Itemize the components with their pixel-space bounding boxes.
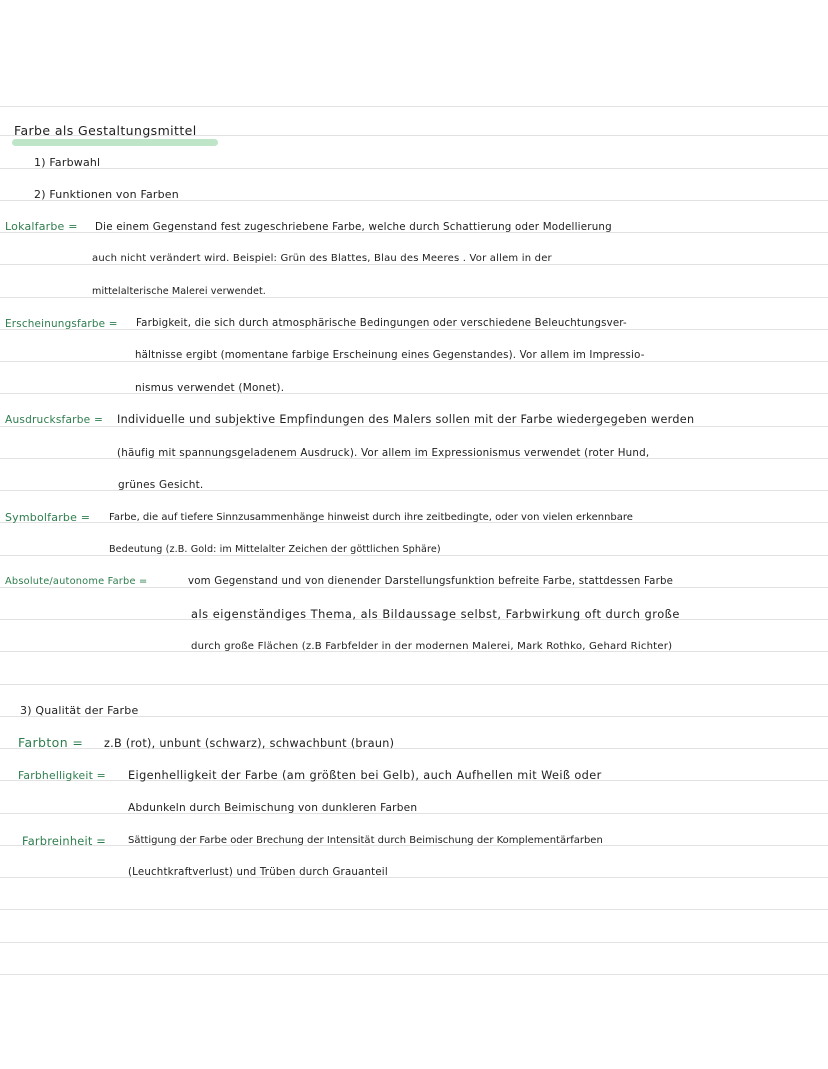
definition-line: Bedeutung (z.B. Gold: im Mittelalter Zeichen der göttlichen Sphäre) (109, 544, 441, 555)
definition-line: Eigenhelligkeit der Farbe (am größten bei Gelb), auch Aufhellen mit Weiß oder (128, 769, 602, 782)
definition-line: (häufig mit spannungsgeladenem Ausdruck). Vor allem im Expressionismus verwendet (roter Hund, (117, 447, 650, 459)
section-heading-funktionen: 2) Funktionen von Farben (34, 188, 179, 201)
section-heading-farbwahl: 1) Farbwahl (34, 156, 101, 169)
definition-line: (Leuchtkraftverlust) und Trüben durch Grauanteil (128, 867, 388, 878)
definition-line: grünes Gesicht. (118, 479, 204, 491)
definition-line: Abdunkeln durch Beimischung von dunkleren Farben (128, 802, 418, 814)
definition-line: Die einem Gegenstand fest zugeschriebene Farbe, welche durch Schattierung oder Modellierung (95, 221, 612, 233)
definition-line: hältnisse ergibt (momentane farbige Erscheinung eines Gegenstandes). Vor allem im Impressio- (135, 350, 645, 361)
term-symbolfarbe: Symbolfarbe = (5, 511, 91, 524)
title-highlight (12, 139, 218, 146)
definition-line: vom Gegenstand und von dienender Darstellungsfunktion befreite Farbe, stattdessen Farbe (188, 576, 674, 587)
definition-line: Sättigung der Farbe oder Brechung der Intensität durch Beimischung der Komplementärfarben (128, 835, 603, 846)
definition-line: Individuelle und subjektive Empfindungen des Malers sollen mit der Farbe wiedergegeben werden (117, 413, 695, 426)
term-farbhelligkeit: Farbhelligkeit = (18, 769, 106, 782)
definition-line: nismus verwendet (Monet). (135, 382, 285, 394)
term-lokalfarbe: Lokalfarbe = (5, 220, 78, 233)
definition-line: auch nicht verändert wird. Beispiel: Grün des Blattes, Blau des Meeres . Vor allem in der (92, 253, 552, 264)
term-farbton: Farbton = (18, 735, 84, 750)
definition-line: Farbe, die auf tiefere Sinnzusammenhänge hinweist durch ihre zeitbedingte, oder von vielen erkennbare (109, 512, 633, 523)
term-farbreinheit: Farbreinheit = (22, 834, 107, 848)
term-absolute-farbe: Absolute/autonome Farbe = (5, 576, 148, 587)
definition-line: Farbigkeit, die sich durch atmosphärische Bedingungen oder verschiedene Beleuchtungsver- (136, 318, 627, 329)
definition-line: z.B (rot), unbunt (schwarz), schwachbunt (braun) (104, 737, 395, 750)
page-title: Farbe als Gestaltungsmittel (14, 123, 197, 138)
term-ausdrucksfarbe: Ausdrucksfarbe = (5, 414, 104, 426)
definition-line: mittelalterische Malerei verwendet. (92, 286, 266, 297)
definition-line: als eigenständiges Thema, als Bildaussage selbst, Farbwirkung oft durch große (191, 607, 680, 621)
term-erscheinungsfarbe: Erscheinungsfarbe = (5, 318, 118, 330)
definition-line: durch große Flächen (z.B Farbfelder in der modernen Malerei, Mark Rothko, Gehard Richter) (191, 641, 673, 652)
section-heading-qualitaet: 3) Qualität der Farbe (20, 704, 139, 717)
